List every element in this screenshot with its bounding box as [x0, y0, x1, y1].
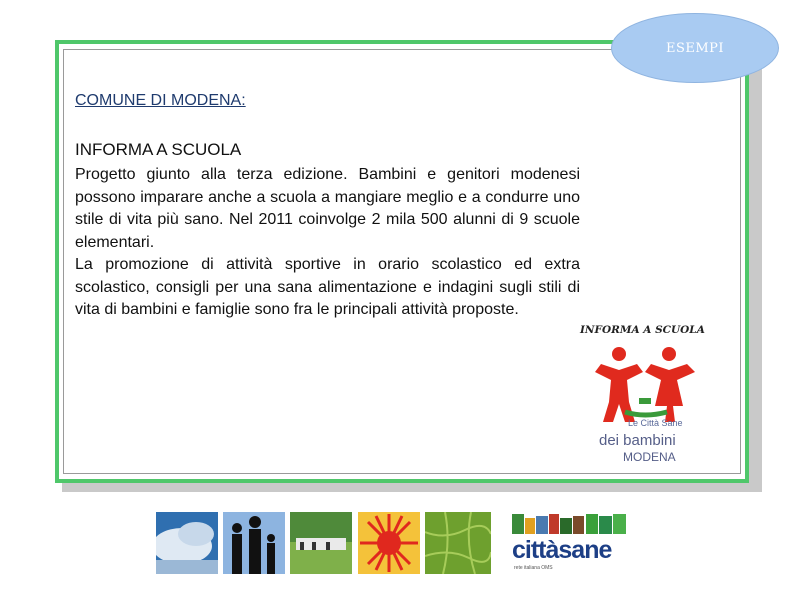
logo-line-2: dei bambini: [599, 432, 676, 449]
esempi-label: ESEMPI: [665, 40, 725, 56]
project-title: INFORMA A SCUOLA: [75, 140, 242, 159]
family-silhouette-image: [223, 512, 285, 574]
leaf-texture-image: [425, 512, 491, 574]
citta-sane-tagline: rete italiana OMS: [514, 565, 553, 571]
group-photo-image: [290, 512, 352, 574]
paragraph-2: La promozione di attività sportive in orario scolastico ed extra scolastico, consigli per una sana alimentazione e indagini sugli stili di vita di bambini e famiglie sono fra le principali attività proposte.: [75, 256, 580, 318]
logo-line-1: Le Città Sane: [628, 418, 683, 428]
sun-drawing-image: [358, 512, 420, 574]
esempi-badge: [611, 13, 779, 83]
citta-sane-brand: cittàsane: [512, 536, 612, 564]
body-text: [75, 164, 580, 322]
section-heading: COMUNE DI MODENA:: [75, 92, 246, 109]
logo-title: INFORMA A SCUOLA: [580, 324, 705, 336]
informa-a-scuola-logo: [575, 318, 720, 470]
children-figures-icon: [595, 342, 695, 422]
logo-line-3: MODENA: [623, 450, 676, 464]
citta-sane-logo: [512, 514, 632, 576]
citta-sane-mosaic-icon: [512, 514, 632, 536]
sky-cloud-image: [156, 512, 218, 574]
paragraph-1: Progetto giunto alla terza edizione. Bambini e genitori modenesi possono imparare anche a scuola a mangiare meglio e a condurre uno stile di vita più sano. Nel 2011 coinvolge 2 mila 500 alunni di 9 scuole elementari.: [75, 166, 580, 251]
